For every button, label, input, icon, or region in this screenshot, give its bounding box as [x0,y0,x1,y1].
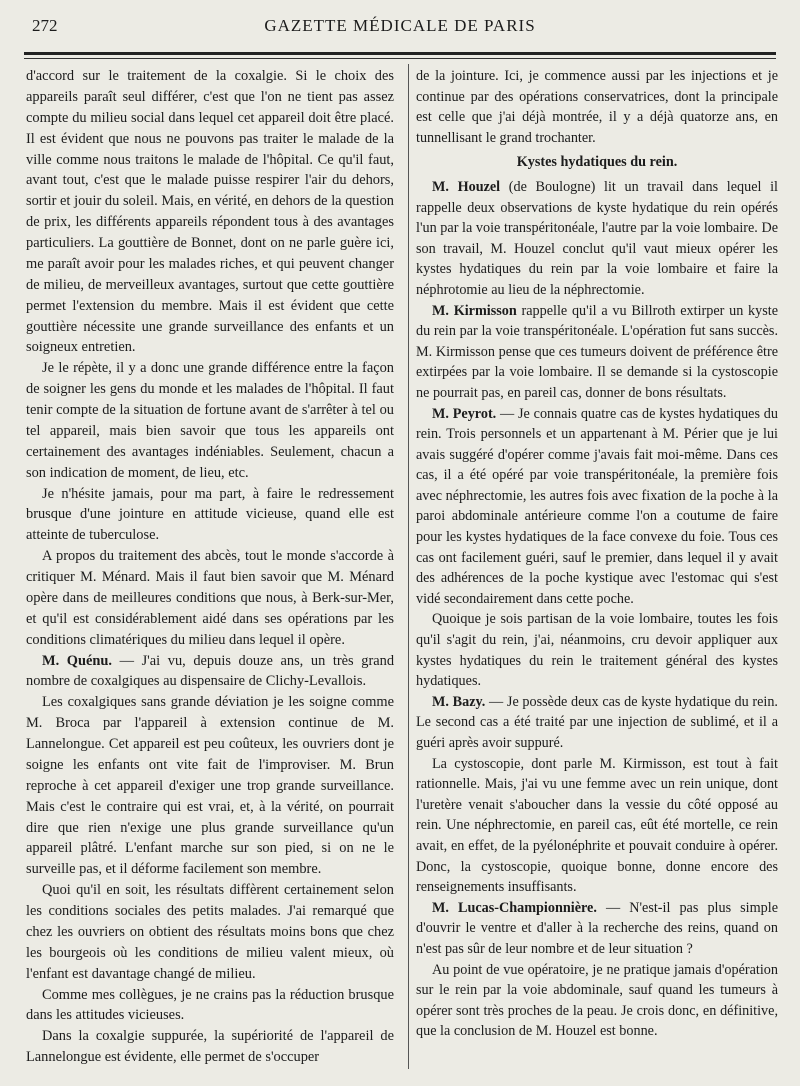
header-rule-thick [24,52,776,55]
paragraph: Quoique je sois partisan de la voie lombaire, toutes les fois qu'il s'agit du rein, j'ai, néanmoins, cru devoir appliquer aux kystes hydatiques du rein le traitement général des kystes hydatiques. [416,611,778,690]
speaker-name: M. Peyrot. [432,405,497,422]
speaker-text: rappelle qu'il a vu Billroth extirper un kyste du rein par la voie transpéritonéale. L'opération fut sans succès. M. Kirmisson pense que ces tumeurs doivent de préférence être extirpées par la voie lombaire. Il se demande si la cystoscopie ne pourrait pas, en pareil cas, donner de bons résultats. [416,302,778,401]
paragraph: La cystoscopie, dont parle M. Kirmisson, est tout à fait rationnelle. Mais, j'ai vu une femme avec un rein unique, dont l'uretère venait s'aboucher dans la vessie du côté opposé au rein. Une néphrectomie, en pareil cas, eût été mortelle, ce rein avait, en effet, de la pyélonéphrite et pouvait conduire à opérer. Donc, la cystoscopie, quoique bonne, donne encore des renseignements insuffisants. [416,755,778,896]
left-column [26,66,394,1068]
page-header [24,14,776,42]
section-heading: Kystes hydatiques du rein. [516,154,678,171]
paragraph: Je le répète, il y a donc une grande différence entre la façon de soigner les gens du monde et les malades de l'hôpital. Il faut tenir compte de la situation de fortune avant de s'arrêter à tel ou tel appareil, mais bien savoir que tous les appareils ont certainement des avantages indéniables. Seulement, chacun a son indication de moment, de lieu, etc. [26,360,394,481]
paragraph: d'accord sur le traitement de la coxalgie. Si le choix des appareils paraît seul différer, c'est que l'on ne tient pas assez compte du milieu social dans lequel cet appareil doit être placé. Il est évident que nous ne pouvons pas traiter le malade de la ville comme nous traitons le malade de l'hôpital. Ce qu'il faut, avant tout, c'est que le malade puisse respirer l'air du dehors, sortir et jouir du soleil. Mais, en vérité, en dehors de la question de prix, les différents appareils répondent tous à des avantages particuliers. La gouttière de Bonnet, dont on ne parle guère ici, me paraît avoir pour les malades riches, et qui peuvent changer de milieu, de merveilleux avantages, surtout que cette gouttière permet l'extension du membre. Mais il est évident que cette gouttière nécessite une grande surveillance des enfants et un soigneux entretien. [26,68,394,356]
speaker-paragraph [26,651,394,693]
paragraph: Comme mes collègues, je ne crains pas la réduction brusque dans les attitudes vicieuses. [26,986,394,1024]
paragraph: Au point de vue opératoire, je ne pratique jamais d'opération sur le rein par la voie abdominale, sauf quand les tumeurs à opérer sont très proches de la peau. Je crois donc, en définitive, que la conclusion de M. Houzel est bonne. [416,961,778,1040]
page-number: 272 [32,16,58,35]
paragraph: de la jointure. Ici, je commence aussi par les injections et je continue par des opérations conservatrices, dont la principale est celle que j'ai déjà montrée, il y a déjà quatorze ans, en tunnellisant le grand trochanter. [416,68,778,146]
paragraph: Les coxalgiques sans grande déviation je les soigne comme M. Broca par l'appareil à extension continue de M. Lannelongue. Cet appareil est peu coûteux, les ouvriers dont je soigne les enfants ont vite fait de l'improviser. M. Brun reproche à cet appareil d'exiger une trop grande surveillance. Mais c'est le contraire qui est vrai, et, à la vérité, on pourrait dire que rien n'exige une plus grande surveillance qu'un appareil plâtré. L'enfant marche sur son pied, si on ne le surveille pas, et il déforme facilement son membre. [26,694,394,878]
speaker-text: — N'est-il pas plus simple d'ouvrir le ventre et d'aller à la recherche des reins, quand on n'est pas sûr de leur nombre et de leur situation ? [416,899,778,957]
speaker-text: — Je possède deux cas de kyste hydatique du rein. Le second cas a été traité par une injection de sublimé, et il a guéri après avoir suppuré. [416,693,778,751]
speaker-paragraph [416,898,778,960]
speaker-paragraph [416,301,778,404]
header-rule-thin [24,58,776,59]
paragraph: Dans la coxalgie suppurée, la supériorité de l'appareil de Lannelongue est évidente, elle permet de s'occuper [26,1028,394,1066]
speaker-paragraph [416,177,778,301]
speaker-name: M. Kirmisson [432,302,517,319]
speaker-text: — Je connais quatre cas de kystes hydatiques du rein. Trois personnels et un appartenant à M. Périer que je lui avais suggéré d'opérer comme j'avais fait moi-même. Dans ces cas, il a été opéré par voie transpéritonéale, la première fois avec néphrectomie, les autres fois avec fixation de la poche à la paroi abdominale antérieure comme l'on a coutume de faire pour les kystes hydatiques de la face convexe du foie. Tous ces cas ont facilement guéri, sauf le premier, dans lequel il y avait des adhérences de la poche kystique avec l'estomac qui s'est vidé secondairement dans cette poche. [416,405,778,607]
speaker-text: — J'ai vu, depuis douze ans, un très grand nombre de coxalgiques au dispensaire de Clichy-Levallois. [26,652,395,690]
speaker-name: M. Lucas-Championnière. [432,899,597,916]
speaker-name: M. Houzel [432,178,501,195]
column-divider [408,64,409,1069]
paragraph: Je n'hésite jamais, pour ma part, à faire le redressement brusque d'une jointure en attitude vicieuse, quand elle est atteinte de tuberculose. [26,485,394,544]
speaker-name: M. Bazy. [432,693,486,710]
speaker-text: (de Boulogne) lit un travail dans lequel il rappelle deux observations de kyste hydatique du rein opérés l'un par la voie transpéritonéale, l'autre par la voie lombaire. De son travail, M. Houzel conclut qu'il vaut mieux opérer les kystes hydatiques du rein par la voie lombaire et faire la néphrotomie au lieu de la néphrectomie. [416,178,778,298]
speaker-name: M. Quénu. [42,652,112,669]
speaker-paragraph [416,692,778,754]
speaker-paragraph [416,404,778,610]
paragraph: Quoi qu'il en soit, les résultats diffèrent certainement selon les conditions sociales des petits malades. J'ai remarqué que chez les ouvriers on obtient des résultats moins bons que chez les bourgeois où les conditions de milieu valent mieux, où l'enfant est davantage changé de milieu. [26,882,394,982]
paragraph: A propos du traitement des abcès, tout le monde s'accorde à critiquer M. Ménard. Mais il faut bien savoir que M. Ménard opère dans de meilleures conditions que nous, à Berk-sur-Mer, et qu'il est considérablement aidé dans ses opérations par les conditions climatériques du milieu dans lequel il opère. [26,548,394,648]
right-column [416,66,778,1042]
journal-title: GAZETTE MÉDICALE DE PARIS [264,16,536,35]
